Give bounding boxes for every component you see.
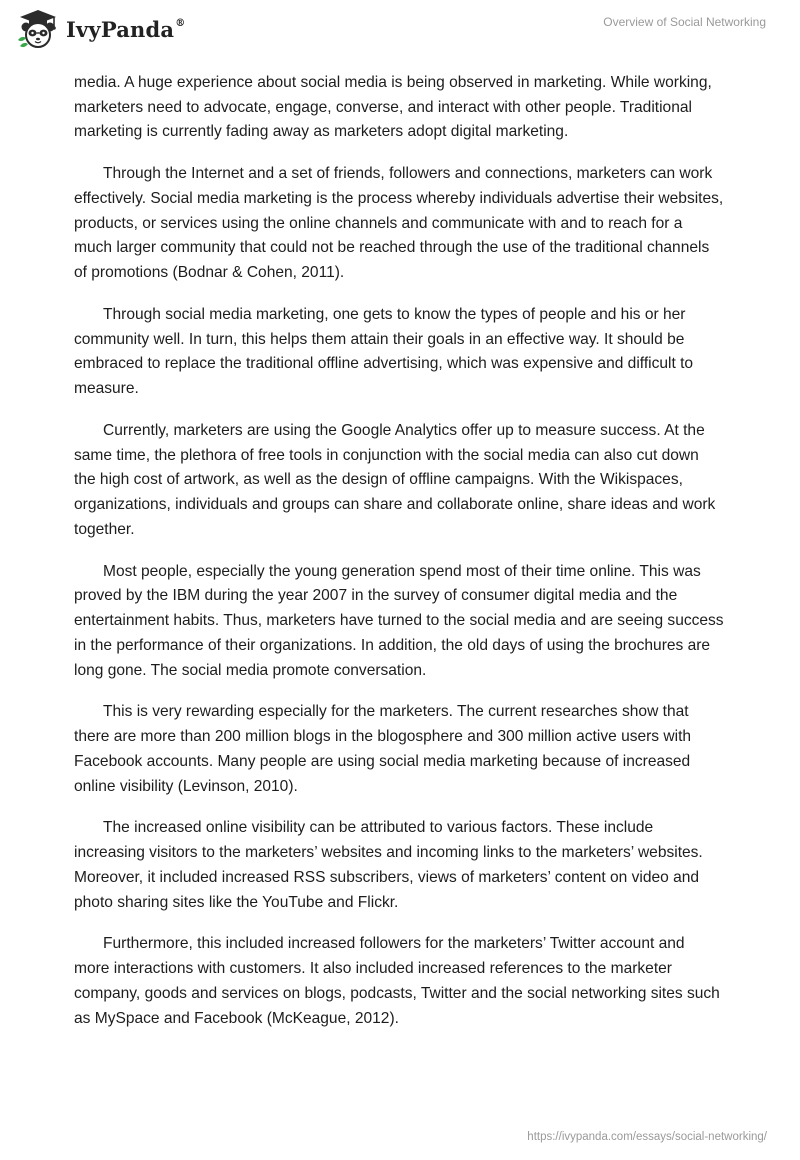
paragraph: Furthermore, this included increased followers for the marketers’ Twitter account and more interactions with customers. It also included increased references to the marketer company, goods and services on blogs, podcasts, Twitter and the social networking sites such as MySpace and Facebook (McKeague, 2012).: [74, 935, 720, 1027]
essay-body: [74, 71, 724, 1048]
paragraph: Through the Internet and a set of friends, followers and connections, marketers can work effectively. Social media marketing is the process whereby individuals advertise their websites, products, or services using the online channels and communicate with and to reach for a much larger community that could not be reached through the use of the traditional channels of promotions (Bodnar & Cohen, 2011).: [74, 165, 724, 282]
paragraph: This is very rewarding especially for the marketers. The current researches show that there are more than 200 million blogs in the blogosphere and 300 million active users with Facebook accounts. Many people are using social media marketing because of increased online visibility (Levinson, 2010).: [74, 703, 692, 795]
logo[interactable]: [16, 8, 185, 48]
paragraph: media. A huge experience about social media is being observed in marketing. While working, marketers need to advocate, engage, converse, and interact with other people. Traditional marketing is currently fading away as marketers adopt digital marketing.: [74, 74, 712, 141]
page-header: [0, 0, 800, 64]
paragraph: Currently, marketers are using the Google Analytics offer up to measure success. At the same time, the plethora of free tools in conjunction with the social media can also cut down the high cost of artwork, as well as the design of offline campaigns. With the Wikispaces, organizations, individuals and groups can share and collaborate online, share ideas and work together.: [74, 422, 716, 538]
panda-logo-icon: [16, 8, 60, 48]
paragraph: The increased online visibility can be attributed to various factors. These include increasing visitors to the marketers’ websites and incoming links to the marketers’ websites. Moreover, it included increased RSS subscribers, views of marketers’ content on video and photo sharing sites like the YouTube and Flickr.: [74, 819, 703, 911]
source-url-link[interactable]: https://ivypanda.com/essays/social-networking/: [527, 1131, 767, 1143]
document-title: Overview of Social Networking: [603, 15, 766, 29]
paragraph: Through social media marketing, one gets to know the types of people and his or her community well. In turn, this helps them attain their goals in an effective way. It should be embraced to replace the traditional offline advertising, which was expensive and difficult to measure.: [74, 306, 694, 398]
paragraph: Most people, especially the young generation spend most of their time online. This was proved by the IBM during the year 2007 in the survey of consumer digital media and the entertainment habits. Thus, marketers have turned to the social media and are seeing success in the performance of their organizations. In addition, the old days of using the brochures are long gone. The social media promote conversation.: [74, 562, 724, 679]
brand-name: IvyPanda®: [66, 16, 186, 42]
